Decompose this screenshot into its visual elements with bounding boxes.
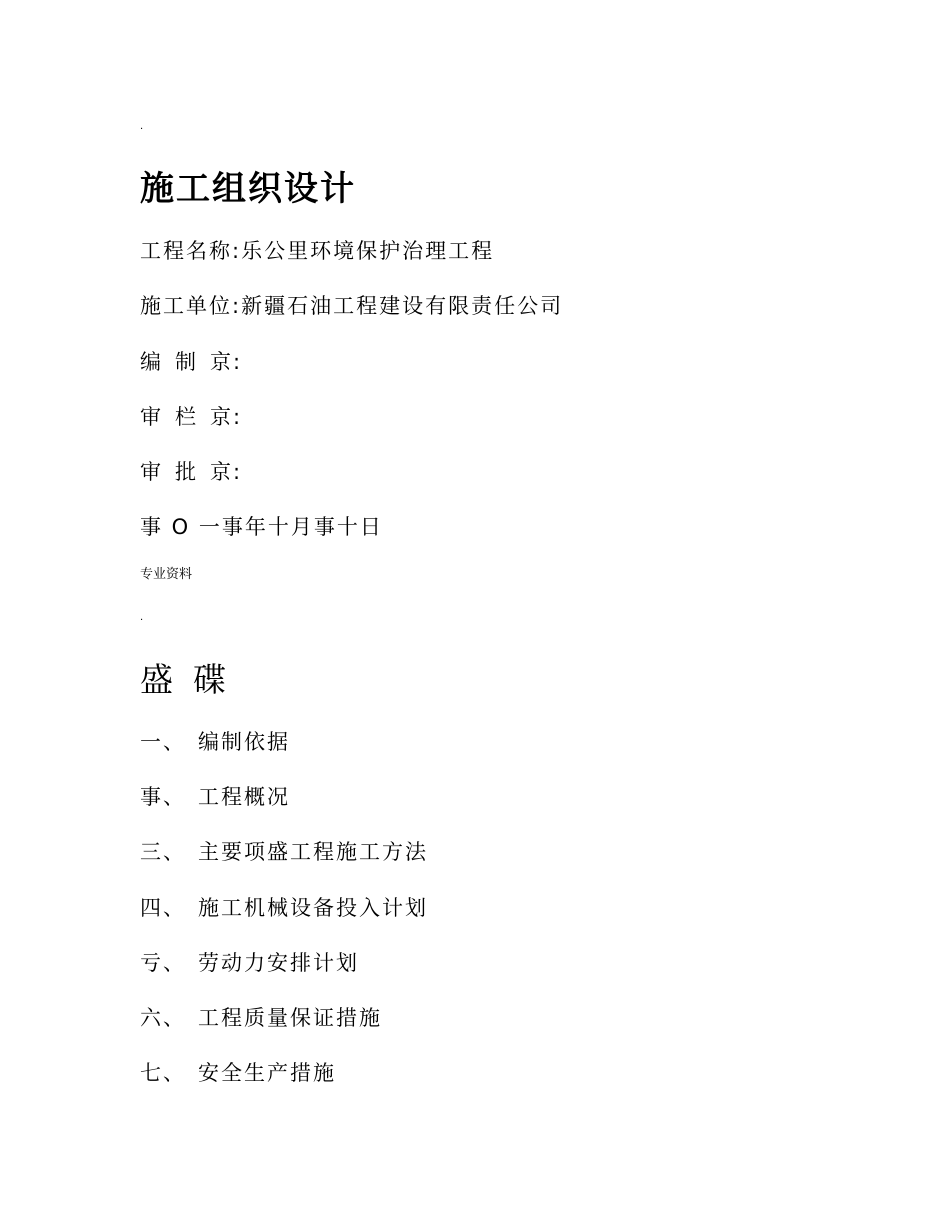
reviewer-char-2: 栏 <box>175 405 198 429</box>
toc-item-text: 主要项盛工程施工方法 <box>198 840 428 864</box>
approver-colon: : <box>233 460 243 484</box>
document-date: 事 O 一事年十月事十日 <box>140 515 383 539</box>
approver-line <box>140 462 242 483</box>
toc-item[interactable] <box>140 842 428 863</box>
approver-char-1: 审 <box>140 460 163 484</box>
compiler-line <box>140 352 242 373</box>
compiler-char-2: 制 <box>175 350 198 374</box>
toc-item[interactable] <box>140 1008 382 1029</box>
toc-item-number: 六、 <box>140 1006 186 1030</box>
project-name-line <box>140 241 494 262</box>
approver-char-3: 京 <box>210 460 233 484</box>
toc-item[interactable] <box>140 732 290 753</box>
toc-item-number: 亏、 <box>140 951 186 975</box>
reviewer-colon: : <box>233 405 243 429</box>
toc-item[interactable] <box>140 953 359 974</box>
toc-item[interactable] <box>140 898 428 919</box>
project-name-label: 工程名称: <box>140 239 242 263</box>
toc-title-char-2: 碟 <box>193 660 228 699</box>
toc-item-text: 工程质量保证措施 <box>198 1006 382 1030</box>
toc-item-text: 工程概况 <box>198 785 290 809</box>
toc-title <box>140 660 228 699</box>
toc-title-char-1: 盛 <box>140 660 175 699</box>
construction-unit-value: 新疆石油工程建设有限责任公司 <box>241 294 564 318</box>
toc-item-number: 事、 <box>140 785 186 809</box>
reviewer-line <box>140 407 242 428</box>
toc-item-text: 劳动力安排计划 <box>198 951 359 975</box>
toc-item-text: 施工机械设备投入计划 <box>198 896 428 920</box>
toc-item-number: 三、 <box>140 840 186 864</box>
toc-item-number: 一、 <box>140 730 186 754</box>
reviewer-char-3: 京 <box>210 405 233 429</box>
compiler-char-1: 编 <box>140 350 163 374</box>
top-dot-mark: . <box>140 121 144 132</box>
toc-item[interactable] <box>140 787 290 808</box>
approver-char-2: 批 <box>175 460 198 484</box>
construction-unit-label: 施工单位: <box>140 294 242 318</box>
reviewer-char-1: 审 <box>140 405 163 429</box>
toc-item-text: 编制依据 <box>198 730 290 754</box>
toc-item[interactable] <box>140 1063 336 1084</box>
compiler-colon: : <box>233 350 243 374</box>
compiler-char-3: 京 <box>210 350 233 374</box>
page-footer-note: 专业资料 <box>140 567 193 582</box>
document-title: 施工组织设计 <box>140 169 356 209</box>
construction-unit-line <box>140 296 563 317</box>
toc-item-number: 七、 <box>140 1061 186 1085</box>
second-page-dot-mark: . <box>140 612 144 623</box>
toc-item-text: 安全生产措施 <box>198 1061 336 1085</box>
toc-item-number: 四、 <box>140 896 186 920</box>
project-name-value: 乐公里环境保护治理工程 <box>241 239 495 263</box>
